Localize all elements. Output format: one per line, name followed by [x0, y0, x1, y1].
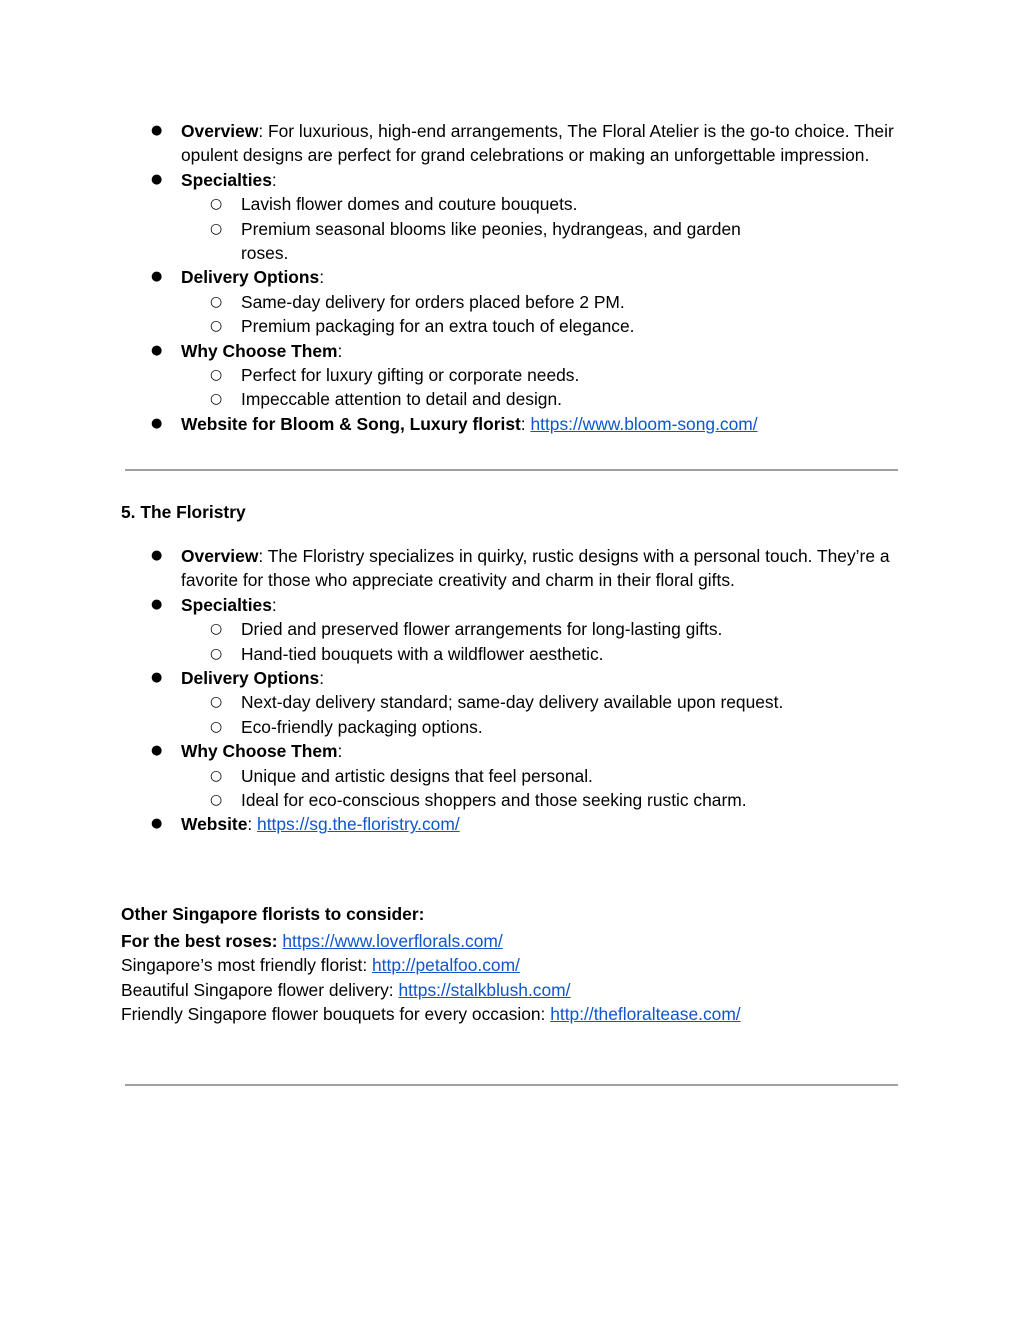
website-link[interactable]: https://sg.the-floristry.com/	[257, 814, 460, 835]
list-item: ○ Eco-friendly packaging options.	[0, 715, 904, 739]
roses-link[interactable]: https://www.loverflorals.com/	[282, 931, 503, 951]
delivery-label: Delivery Options	[181, 668, 320, 689]
why-item	[0, 739, 1024, 812]
list-item: ○ Hand-tied bouquets with a wildflower aesthetic.	[0, 642, 904, 666]
friendly-line	[121, 953, 911, 977]
overview-text: : The Floristry specializes in quirky, rustic designs with a personal touch. They’re a favorite for those who appreciate creativity and charm in their floral gifts.	[181, 546, 890, 591]
website-item	[0, 412, 1024, 436]
colon: :	[247, 814, 258, 835]
colon: :	[271, 594, 277, 615]
specialties-label: Specialties	[181, 169, 272, 190]
overview-text: : For luxurious, high-end arrangements, The Floral Atelier is the go-to choice. Their opulent designs are perfect for grand celebrations or making an unforgettable impression.	[181, 121, 894, 166]
colon: :	[271, 169, 277, 190]
delivery-line	[121, 978, 911, 1002]
website-label: Website	[181, 814, 248, 835]
section-heading: 5. The Floristry	[121, 502, 246, 522]
specialties-item	[0, 593, 1024, 666]
overview-item	[0, 119, 1024, 168]
specialties-label: Specialties	[181, 594, 272, 615]
website-label: Website for Bloom & Song, Luxury florist	[181, 413, 521, 434]
list-item: ○ Same-day delivery for orders placed before 2 PM.	[0, 290, 904, 314]
others-heading: Other Singapore florists to consider:	[121, 904, 425, 924]
list-item: ○ Impeccable attention to detail and design.	[0, 387, 904, 411]
list-item: ○ Unique and artistic designs that feel personal.	[0, 764, 904, 788]
bouquets-label: Friendly Singapore flower bouquets for every occasion:	[121, 1004, 551, 1025]
delivery-link[interactable]: https://stalkblush.com/	[398, 979, 571, 1000]
friendly-label: Singapore’s most friendly florist:	[121, 955, 372, 976]
roses-label: For the best roses:	[121, 931, 283, 951]
why-label: Why Choose Them	[181, 340, 338, 361]
section4-list	[0, 119, 1024, 436]
list-item: ○ Next-day delivery standard; same-day delivery available upon request.	[0, 690, 904, 714]
list-item: ○ Ideal for eco-conscious shoppers and those seeking rustic charm.	[0, 788, 904, 812]
list-item: ○ Premium seasonal blooms like peonies, hydrangeas, and garden roses.	[0, 217, 904, 266]
colon: :	[520, 413, 531, 434]
bouquets-line	[121, 1002, 911, 1026]
list-item: ○ Perfect for luxury gifting or corporate needs.	[0, 363, 904, 387]
colon: :	[319, 668, 325, 689]
section5-list	[0, 544, 1024, 837]
delivery-label: Beautiful Singapore flower delivery:	[121, 979, 399, 1000]
list-item: ○ Dried and preserved flower arrangements for long-lasting gifts.	[0, 617, 904, 641]
why-item	[0, 339, 1024, 412]
colon: :	[319, 267, 325, 288]
overview-item	[0, 544, 1024, 593]
delivery-item	[0, 666, 1024, 739]
website-link[interactable]: https://www.bloom-song.com/	[530, 413, 758, 434]
others-list	[121, 929, 911, 1027]
delivery-item	[0, 265, 1024, 338]
why-label: Why Choose Them	[181, 741, 338, 762]
list-item: ○ Lavish flower domes and couture bouquets.	[0, 192, 904, 216]
horizontal-rule	[125, 1084, 898, 1086]
delivery-label: Delivery Options	[181, 267, 320, 288]
website-item	[0, 812, 1024, 836]
colon: :	[337, 340, 343, 361]
roses-line	[121, 929, 911, 953]
overview-label: Overview	[181, 546, 259, 566]
colon: :	[337, 741, 343, 762]
list-item: ○ Premium packaging for an extra touch of elegance.	[0, 314, 904, 338]
friendly-link[interactable]: http://petalfoo.com/	[371, 955, 520, 976]
specialties-item	[0, 168, 1024, 266]
horizontal-rule	[125, 469, 898, 471]
overview-label: Overview	[181, 121, 259, 141]
bouquets-link[interactable]: http://thefloraltease.com/	[550, 1004, 741, 1025]
